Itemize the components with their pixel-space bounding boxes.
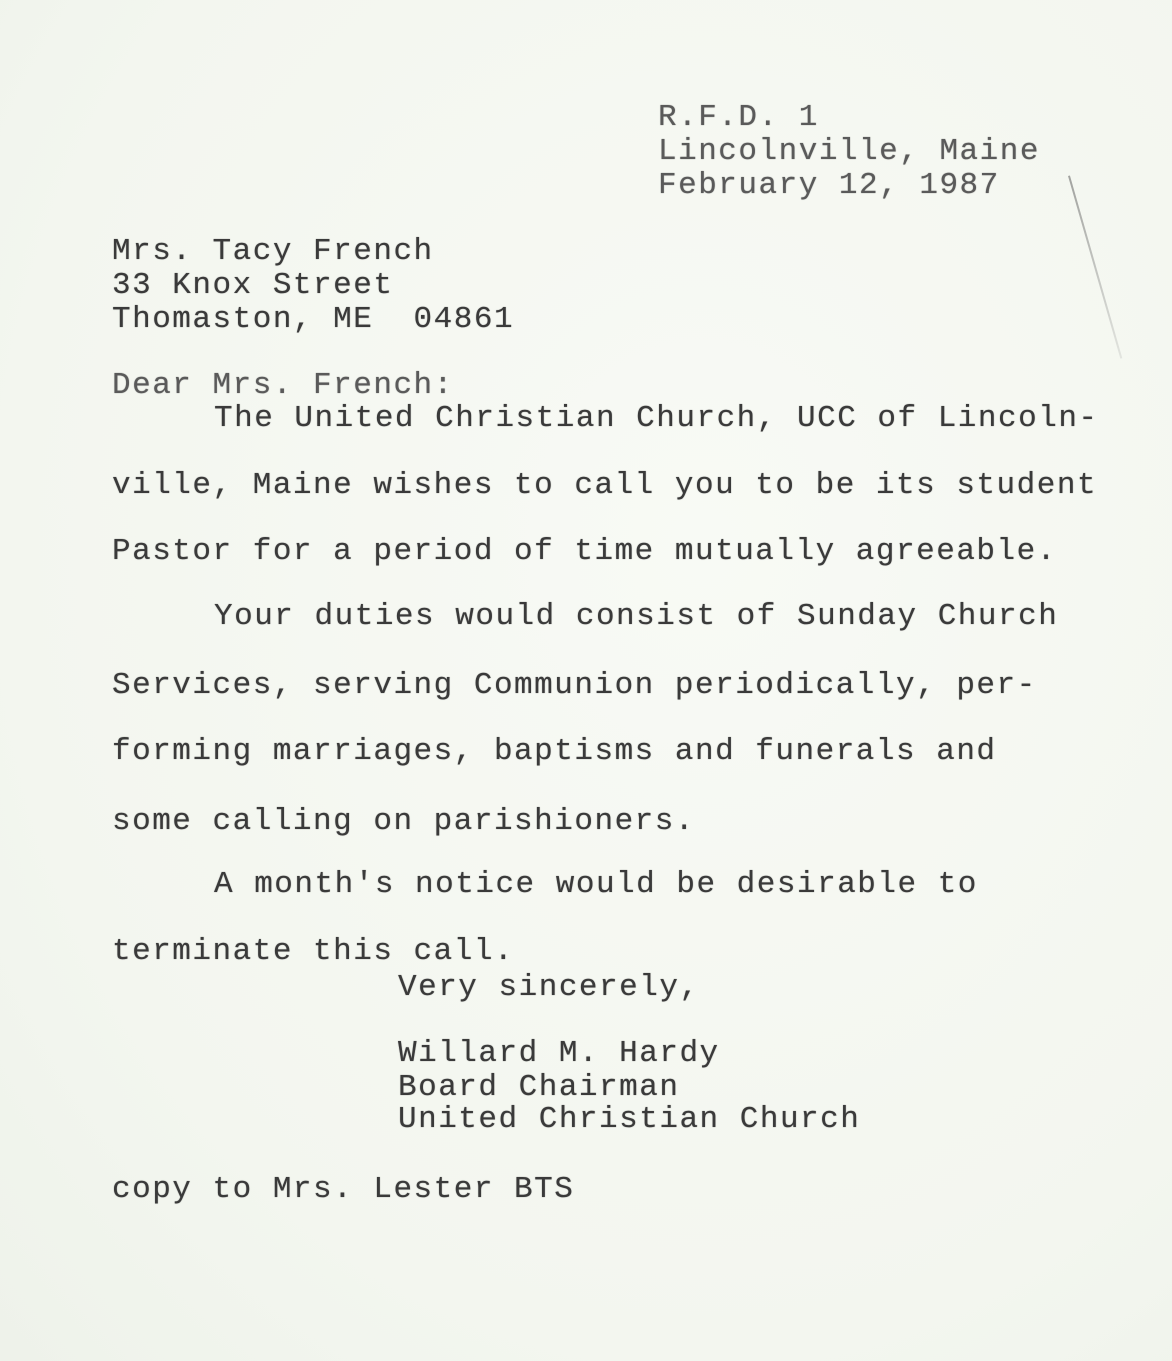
signer-organization: United Christian Church: [398, 1102, 861, 1137]
body-line: Services, serving Communion periodically, per-: [112, 668, 1037, 703]
closing: Very sincerely,: [398, 970, 700, 1005]
paper-scratch-mark: [1068, 175, 1122, 358]
sender-address-line1: R.F.D. 1: [658, 100, 819, 135]
body-line: Pastor for a period of time mutually agreeable.: [112, 534, 1057, 569]
copy-to-line: copy to Mrs. Lester BTS: [112, 1172, 575, 1207]
sender-address-line2: Lincolnville, Maine: [658, 134, 1040, 169]
signer-title: Board Chairman: [398, 1070, 680, 1105]
recipient-name: Mrs. Tacy French: [112, 234, 434, 269]
body-line: some calling on parishioners.: [112, 804, 695, 839]
body-line: forming marriages, baptisms and funerals and: [112, 734, 997, 769]
body-line: The United Christian Church, UCC of Lincoln-: [214, 401, 1099, 436]
body-line: ville, Maine wishes to call you to be its student: [112, 468, 1098, 503]
body-line: A month's notice would be desirable to: [214, 867, 978, 902]
signer-name: Willard M. Hardy: [398, 1036, 720, 1071]
body-line: terminate this call.: [112, 934, 515, 969]
body-line: Your duties would consist of Sunday Church: [214, 599, 1059, 634]
recipient-street: 33 Knox Street: [112, 268, 394, 303]
salutation: Dear Mrs. French:: [112, 368, 454, 403]
recipient-city: Thomaston, ME 04861: [112, 302, 515, 337]
letter-date: February 12, 1987: [658, 168, 1000, 203]
